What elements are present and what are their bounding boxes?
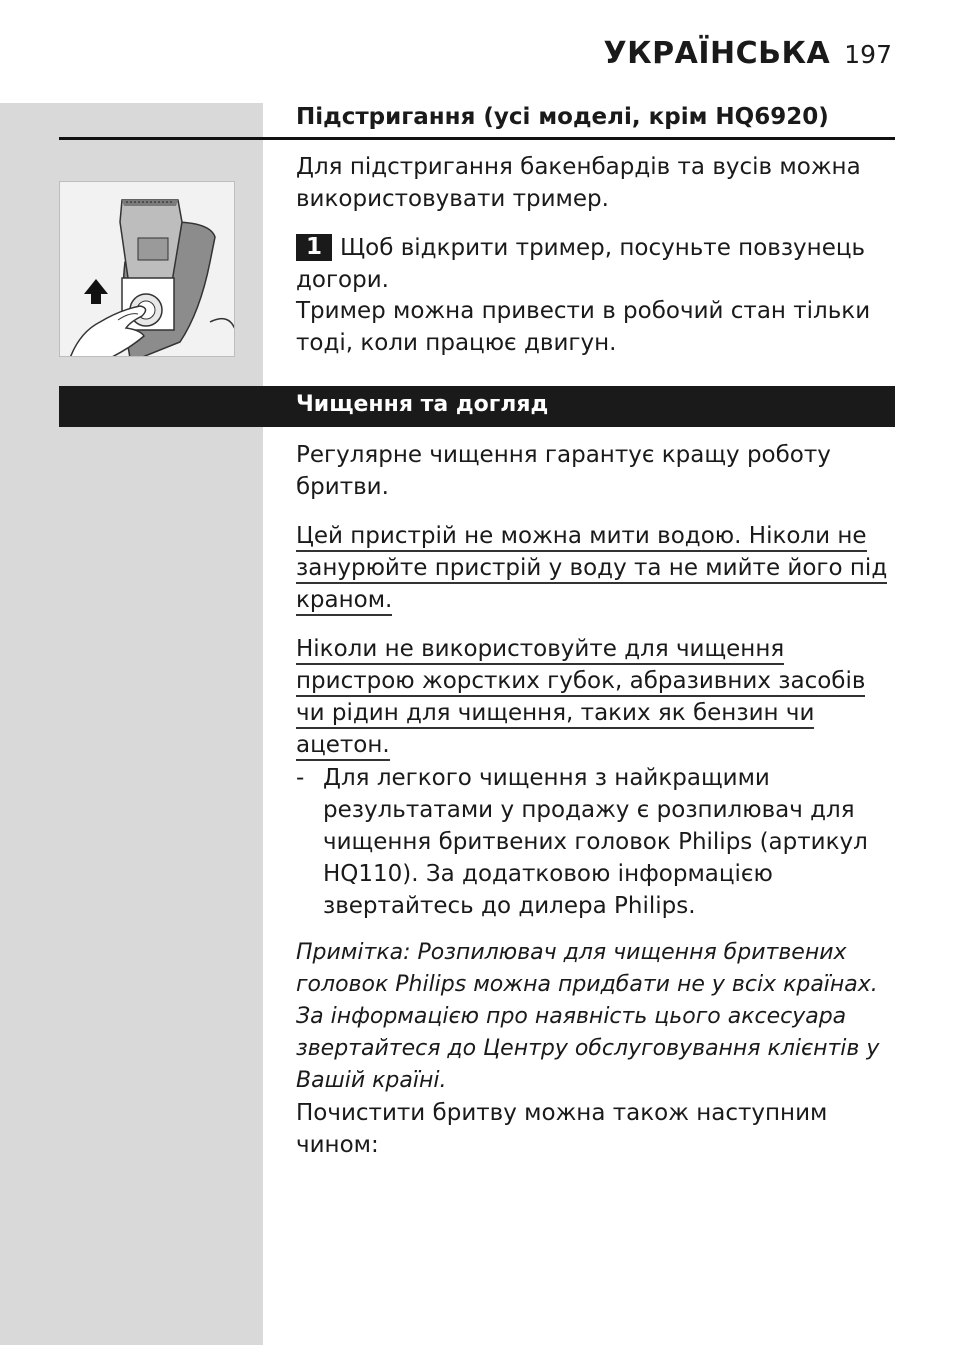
spray-bullet-text: Для легкого чищення з найкращими результатами у продажу є розпилювач для чищення бритвених головок Philips (артикул HQ110). За додатковою інформацією звертайтесь до дилера Philips.	[323, 765, 868, 919]
water-warning-line: краном.	[296, 587, 392, 616]
section-divider	[59, 137, 895, 140]
water-warning-line: занурюйте пристрій у воду та не мийте його під	[296, 555, 887, 584]
trimming-intro: Для підстригання бакенбардів та вусів можна використовувати тример.	[296, 154, 861, 212]
spray-bullet	[296, 762, 886, 922]
language-heading: УКРАЇНСЬКА	[603, 36, 831, 71]
callout-pointer	[235, 227, 263, 269]
cleaning-intro: Регулярне чищення гарантує кращу роботу бритви.	[296, 442, 831, 500]
trimmer-illustration	[59, 181, 235, 357]
abrasive-warning-line: ацетон.	[296, 732, 390, 761]
step-1	[296, 232, 886, 296]
bullet-dash: -	[296, 765, 305, 791]
page-header	[604, 36, 892, 71]
page-number: 197	[844, 40, 892, 69]
trimming-note: Тример можна привести в робочий стан тільки тоді, коли працює двигун.	[296, 298, 871, 356]
note-paragraph: Примітка: Розпилювач для чищення бритвених головок Philips можна придбати не у всіх країнах. За інформацією про наявність цього аксесуара звертайтеся до Центру обслуговування клієнтів у Вашій країні.	[296, 940, 880, 1093]
water-warning-line: Цей пристрій не можна мити водою. Ніколи не	[296, 523, 867, 552]
abrasive-warning-line: пристрою жорстких губок, абразивних засобів	[296, 668, 865, 697]
cleaning-section-title: Чищення та догляд	[296, 392, 549, 417]
cleaning-outro: Почистити бритву можна також наступним чином:	[296, 1100, 828, 1158]
step-1-text: Щоб відкрити тример, посуньте повзунець догори.	[296, 235, 866, 293]
shaver-trimmer-image	[60, 182, 235, 357]
water-warning	[296, 520, 896, 616]
trimming-section-title: Підстригання (усі моделі, крім HQ6920)	[296, 104, 829, 130]
step-number-badge: 1	[296, 234, 332, 261]
abrasive-warning-line: чи рідин для чищення, таких як бензин чи	[296, 700, 814, 729]
abrasive-warning	[296, 633, 896, 761]
abrasive-warning-line: Ніколи не використовуйте для чищення	[296, 636, 784, 665]
